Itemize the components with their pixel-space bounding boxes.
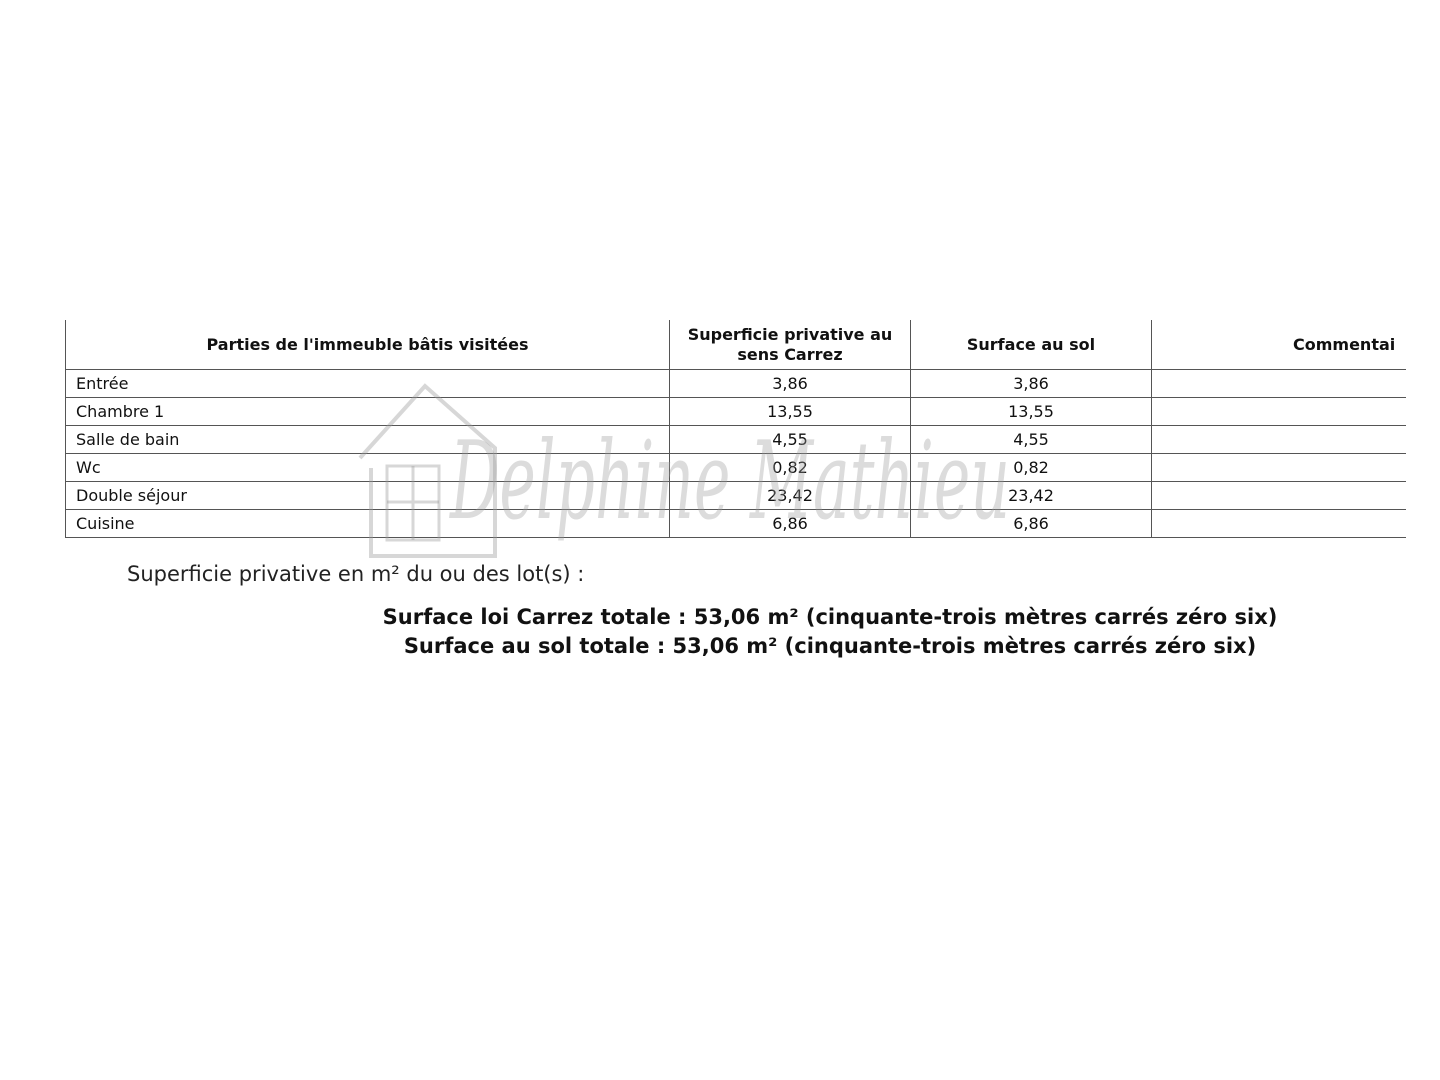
carrez-value: 3,86 — [670, 370, 911, 398]
carrez-value: 23,42 — [670, 482, 911, 510]
room-name: Entrée — [66, 370, 670, 398]
table-row — [66, 398, 1407, 426]
room-name: Wc — [66, 454, 670, 482]
carrez-value: 13,55 — [670, 398, 911, 426]
table-row — [66, 482, 1407, 510]
sol-value: 0,82 — [911, 454, 1152, 482]
sol-value: 6,86 — [911, 510, 1152, 538]
watermark-text: Delphine Mathieu — [448, 419, 1010, 544]
sol-value: 4,55 — [911, 426, 1152, 454]
header-room: Parties de l'immeuble bâtis visitées — [66, 320, 670, 370]
carrez-value: 6,86 — [670, 510, 911, 538]
surfaces-table-container — [65, 320, 1406, 544]
sol-value: 13,55 — [911, 398, 1152, 426]
header-carrez: Superficie privative au sens Carrez — [670, 320, 911, 370]
comment-cell — [1152, 398, 1407, 426]
room-name: Chambre 1 — [66, 398, 670, 426]
room-name: Double séjour — [66, 482, 670, 510]
comment-cell — [1152, 426, 1407, 454]
table-header-row — [66, 320, 1407, 370]
comment-cell — [1152, 454, 1407, 482]
header-sol: Surface au sol — [911, 320, 1152, 370]
carrez-total: Surface loi Carrez totale : 53,06 m² (cinquante-trois mètres carrés zéro six) — [382, 605, 1278, 629]
surfaces-table — [65, 320, 1406, 538]
sol-value: 23,42 — [911, 482, 1152, 510]
room-name: Salle de bain — [66, 426, 670, 454]
totals-block — [230, 603, 1430, 661]
comment-cell — [1152, 482, 1407, 510]
header-comment: Commentai — [1152, 320, 1407, 370]
table-row — [66, 454, 1407, 482]
sol-total: Surface au sol totale : 53,06 m² (cinquante-trois mètres carrés zéro six) — [403, 634, 1257, 658]
summary-intro: Superficie privative en m² du ou des lot(s) : — [127, 562, 585, 586]
sol-value: 3,86 — [911, 370, 1152, 398]
room-name: Cuisine — [66, 510, 670, 538]
table-row — [66, 426, 1407, 454]
carrez-value: 0,82 — [670, 454, 911, 482]
table-row — [66, 370, 1407, 398]
comment-cell — [1152, 370, 1407, 398]
table-row — [66, 510, 1407, 538]
carrez-value: 4,55 — [670, 426, 911, 454]
comment-cell — [1152, 510, 1407, 538]
